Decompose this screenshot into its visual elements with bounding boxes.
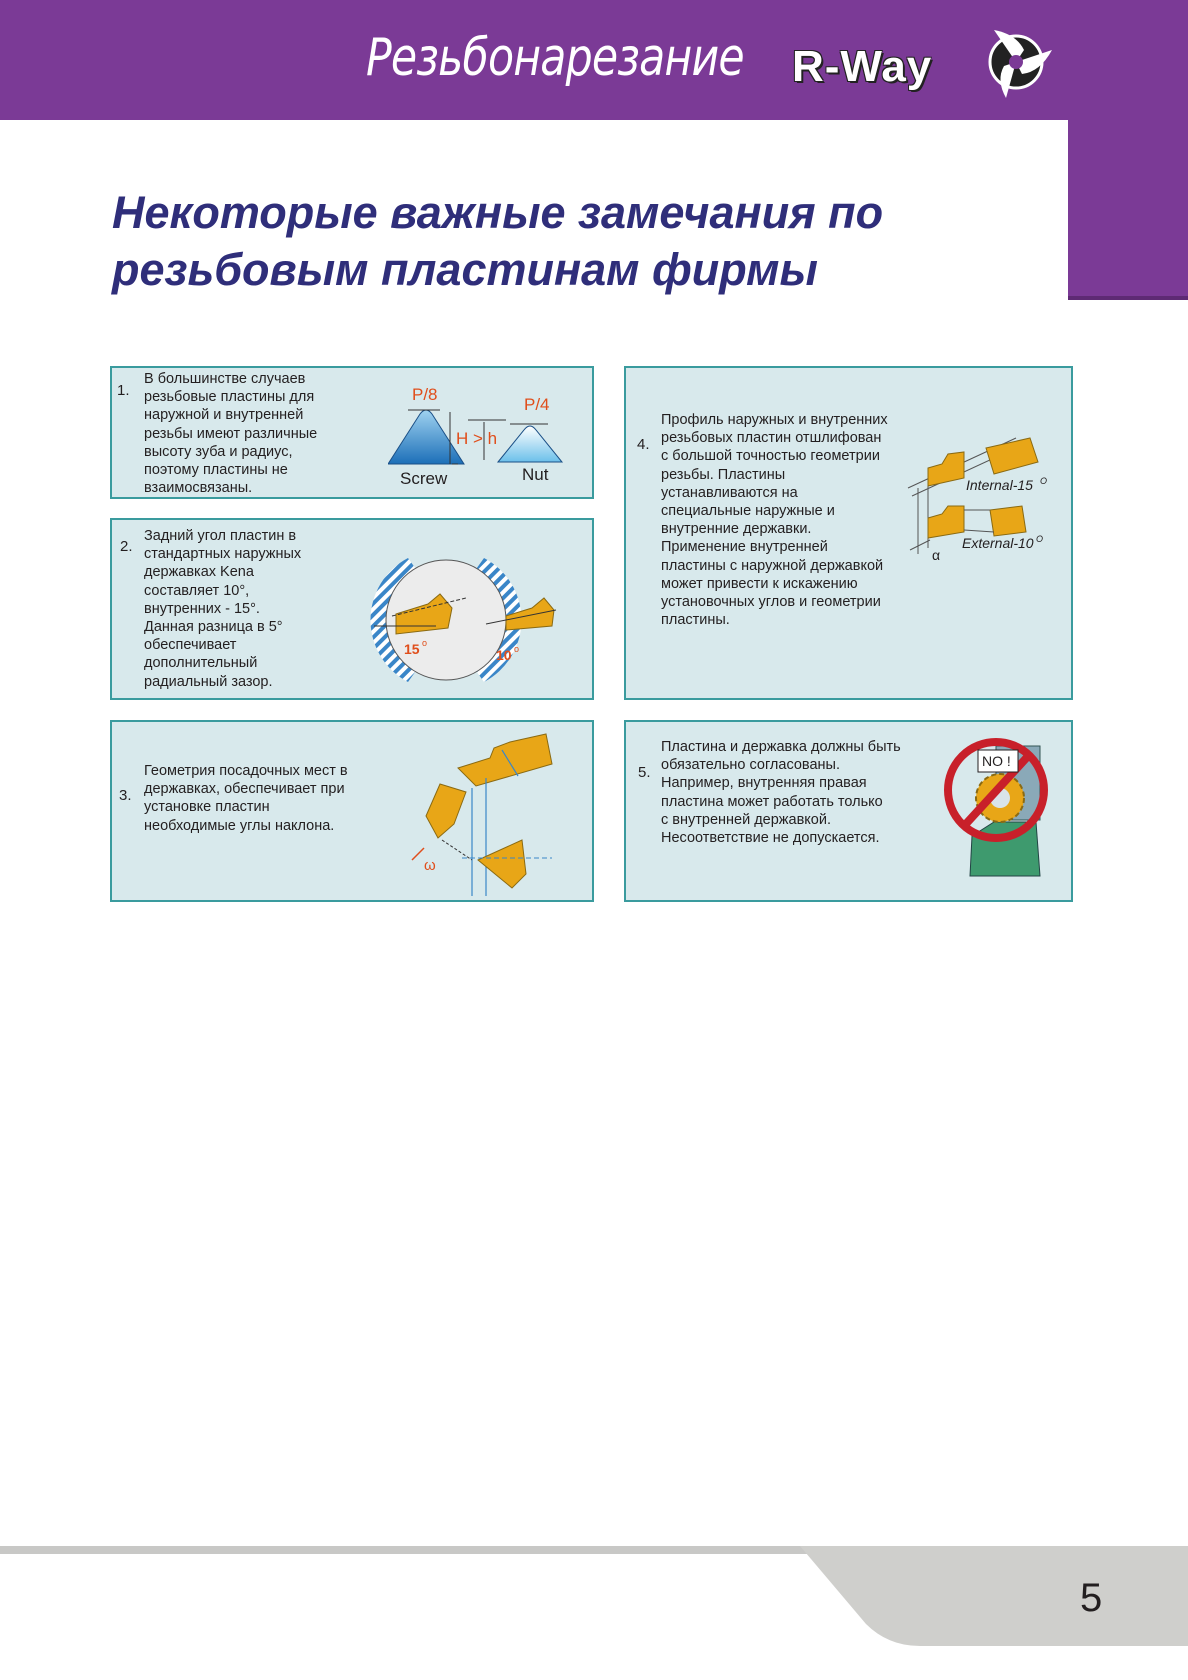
note-line: высоту зуба и радиус, bbox=[144, 443, 293, 460]
pitch-screw-label: P/8 bbox=[412, 385, 438, 404]
external-label: External-10 bbox=[962, 535, 1034, 551]
note-line: В большинстве случаев bbox=[144, 371, 306, 387]
note-line: внутренних - 15°. bbox=[144, 600, 260, 617]
note-line: пластина может работать только bbox=[661, 793, 883, 810]
note-line: резьбовых пластин отшлифован bbox=[661, 430, 882, 447]
omega-angle-label: ω bbox=[424, 857, 436, 874]
note-number: 2. bbox=[120, 538, 133, 555]
note-line: радиальный зазор. bbox=[144, 673, 273, 690]
note-text bbox=[144, 762, 348, 835]
footer-decoration bbox=[0, 1546, 1188, 1680]
note-number: 4. bbox=[637, 436, 650, 453]
note-line: Профиль наружных и внутренних bbox=[661, 412, 888, 428]
note-line: с большой точностью геометрии bbox=[661, 448, 880, 465]
clearance-angle-diagram bbox=[356, 550, 586, 690]
alpha-angle-label: α bbox=[932, 547, 941, 563]
note-line: установке пластин bbox=[144, 799, 270, 816]
note-line: устанавливаются на bbox=[661, 484, 798, 501]
header-tab bbox=[1068, 120, 1188, 300]
angle-external-label: 10 bbox=[496, 647, 512, 663]
note-number: 3. bbox=[119, 787, 132, 804]
page-title-line-1: Некоторые важные замечания по bbox=[112, 187, 884, 238]
note-line: необходимые углы наклона. bbox=[144, 817, 335, 834]
note-box-5 bbox=[624, 720, 1073, 902]
note-line: Пластина и державка должны быть bbox=[661, 739, 901, 755]
page-number: 5 bbox=[1080, 1576, 1103, 1620]
degree-mark: o bbox=[514, 644, 520, 654]
note-line: пластины. bbox=[661, 612, 730, 629]
page-title-line-2: резьбовым пластинам фирмы bbox=[112, 244, 818, 295]
note-line: с внутренней державкой. bbox=[661, 811, 831, 828]
note-line: державках, обеспечивает при bbox=[144, 781, 345, 798]
degree-mark: O bbox=[1040, 476, 1048, 486]
height-relation-label: H > h bbox=[456, 429, 498, 448]
note-line: дополнительный bbox=[144, 655, 258, 672]
angle-internal-label: 15 bbox=[404, 641, 420, 657]
note-box-1 bbox=[110, 366, 594, 499]
note-line: обязательно согласованы. bbox=[661, 757, 840, 774]
note-line: взаимосвязаны. bbox=[144, 480, 253, 497]
note-box-3 bbox=[110, 720, 594, 902]
note-line: Данная разница в 5° bbox=[144, 619, 283, 636]
note-text bbox=[661, 411, 888, 629]
note-line: резьбовые пластины для bbox=[144, 389, 315, 406]
nut-label: Nut bbox=[522, 465, 549, 484]
insert-geometry-diagram bbox=[906, 426, 1072, 572]
note-box-4 bbox=[624, 366, 1073, 700]
note-number: 5. bbox=[638, 764, 651, 781]
note-line: может привести к искажению bbox=[661, 575, 858, 592]
note-line: внутренние державки. bbox=[661, 521, 812, 538]
note-line: пластины с наружной державкой bbox=[661, 557, 884, 574]
note-line: резьбы имеют различные bbox=[144, 425, 318, 442]
note-text bbox=[144, 527, 301, 691]
no-stamp-label: NO ! bbox=[982, 753, 1011, 769]
note-line: специальные наружные и bbox=[661, 503, 835, 520]
inclination-angle-diagram bbox=[382, 728, 582, 898]
note-line: Несоответствие не допускается. bbox=[661, 830, 880, 847]
thread-profile-diagram bbox=[388, 372, 588, 492]
degree-mark: O bbox=[1036, 534, 1044, 544]
pitch-nut-label: P/4 bbox=[524, 395, 550, 414]
note-line: установочных углов и геометрии bbox=[661, 594, 881, 611]
no-mismatch-diagram bbox=[944, 736, 1056, 886]
note-line: стандартных наружных bbox=[144, 546, 302, 563]
rway-triskelion-logo-icon bbox=[976, 20, 1056, 100]
note-text bbox=[144, 370, 317, 497]
degree-mark: o bbox=[422, 638, 428, 648]
note-line: составляет 10°, bbox=[144, 582, 250, 599]
brand-name: R-Way bbox=[792, 42, 933, 91]
note-line: наружной и внутренней bbox=[144, 407, 304, 424]
note-number: 1. bbox=[117, 382, 130, 399]
note-line: поэтому пластины не bbox=[144, 462, 288, 479]
note-text bbox=[661, 738, 901, 847]
section-title: Резьбонарезание bbox=[366, 28, 744, 88]
note-line: Геометрия посадочных мест в bbox=[144, 763, 348, 779]
page-title bbox=[112, 184, 1012, 298]
internal-label: Internal-15 bbox=[966, 477, 1033, 493]
note-line: Например, внутренняя правая bbox=[661, 775, 867, 792]
note-line: Применение внутренней bbox=[661, 539, 828, 556]
note-box-2 bbox=[110, 518, 594, 700]
note-line: обеспечивает bbox=[144, 637, 237, 654]
note-line: державках Kena bbox=[144, 564, 254, 581]
note-line: Задний угол пластин в bbox=[144, 528, 297, 544]
note-line: резьбы. Пластины bbox=[661, 466, 786, 483]
screw-label: Screw bbox=[400, 469, 448, 488]
